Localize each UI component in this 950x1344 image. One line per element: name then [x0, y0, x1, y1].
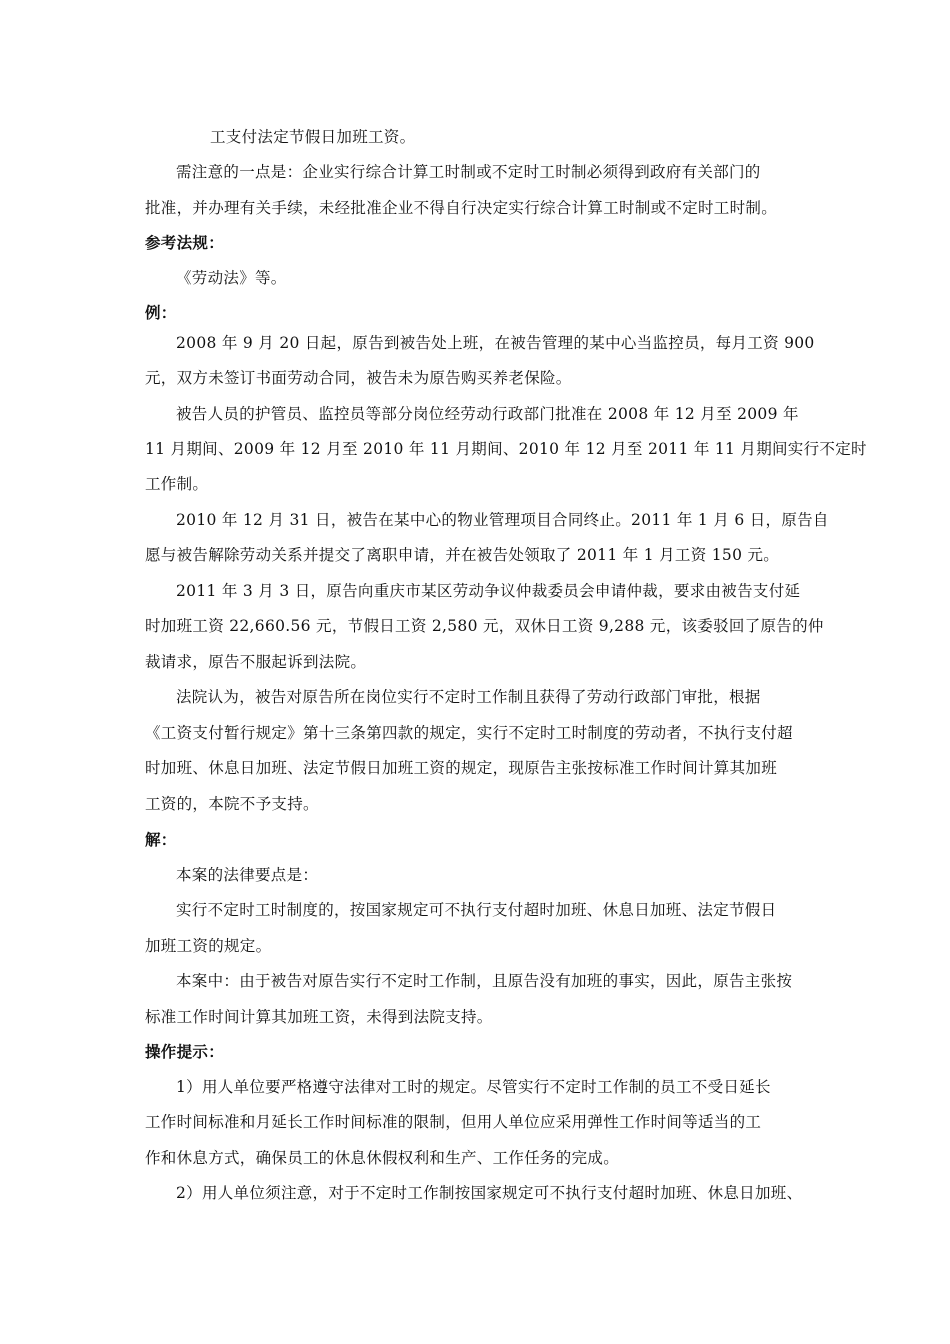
text-line: 愿与被告解除劳动关系并提交了离职申请，并在被告处领取了 2011 年 1 月工资 150 元。	[145, 546, 780, 564]
text-line: 工作制。	[145, 475, 209, 493]
text-line: 作和休息方式，确保员工的休息休假权利和生产、工作任务的完成。	[145, 1149, 620, 1167]
text-line: 元，双方未签订书面劳动合同，被告未为原告购买养老保险。	[145, 369, 572, 387]
text-line: 《工资支付暂行规定》第十三条第四款的规定，实行不定时工时制度的劳动者，不执行支付超	[145, 724, 793, 742]
text-line: 1）用人单位要严格遵守法律对工时的规定。尽管实行不定时工作制的员工不受日延长	[176, 1078, 771, 1096]
section-heading: 例：	[145, 304, 177, 322]
text-line: 2）用人单位须注意，对于不定时工作制按国家规定可不执行支付超时加班、休息日加班、	[176, 1184, 803, 1202]
text-line: 2011 年 3 月 3 日，原告向重庆市某区劳动争议仲裁委员会申请仲裁，要求由被告支付延	[176, 582, 801, 600]
section-heading: 解：	[145, 831, 177, 849]
section-heading: 参考法规：	[145, 234, 225, 252]
text-line: 实行不定时工时制度的，按国家规定可不执行支付超时加班、休息日加班、法定节假日	[176, 901, 777, 919]
text-line: 本案中：由于被告对原告实行不定时工作制，且原告没有加班的事实，因此，原告主张按	[176, 972, 793, 990]
text-line: 2008 年 9 月 20 日起，原告到被告处上班，在被告管理的某中心当监控员，每月工资 900	[176, 334, 815, 352]
text-line: 时加班工资 22,660.56 元，节假日工资 2,580 元，双休日工资 9,288 元，该委驳回了原告的仲	[145, 617, 824, 635]
text-line: 标准工作时间计算其加班工资，未得到法院支持。	[145, 1008, 493, 1026]
text-line: 被告人员的护管员、监控员等部分岗位经劳动行政部门批准在 2008 年 12 月至 2009 年	[176, 405, 799, 423]
section-heading: 操作提示：	[145, 1043, 225, 1061]
text-line: 工资的，本院不予支持。	[145, 795, 319, 813]
text-line: 加班工资的规定。	[145, 937, 272, 955]
text-line: 时加班、休息日加班、法定节假日加班工资的规定，现原告主张按标准工作时间计算其加班	[145, 759, 778, 777]
text-line: 裁请求，原告不服起诉到法院。	[145, 653, 367, 671]
text-line: 需注意的一点是：企业实行综合计算工时制或不定时工时制必须得到政府有关部门的	[176, 163, 761, 181]
text-line: 工支付法定节假日加班工资。	[210, 128, 416, 146]
text-line: 《劳动法》等。	[176, 269, 287, 287]
text-line: 批准，并办理有关手续，未经批准企业不得自行决定实行综合计算工时制或不定时工时制。	[145, 199, 778, 217]
text-line: 2010 年 12 月 31 日，被告在某中心的物业管理项目合同终止。2011 年 1 月 6 日，原告自	[176, 511, 829, 529]
text-line: 11 月期间、2009 年 12 月至 2010 年 11 月期间、2010 年 12 月至 2011 年 11 月期间实行不定时	[145, 440, 867, 458]
text-line: 法院认为，被告对原告所在岗位实行不定时工作制且获得了劳动行政部门审批，根据	[176, 688, 761, 706]
text-line: 本案的法律要点是：	[176, 866, 319, 884]
text-line: 工作时间标准和月延长工作时间标准的限制，但用人单位应采用弹性工作时间等适当的工	[145, 1113, 762, 1131]
